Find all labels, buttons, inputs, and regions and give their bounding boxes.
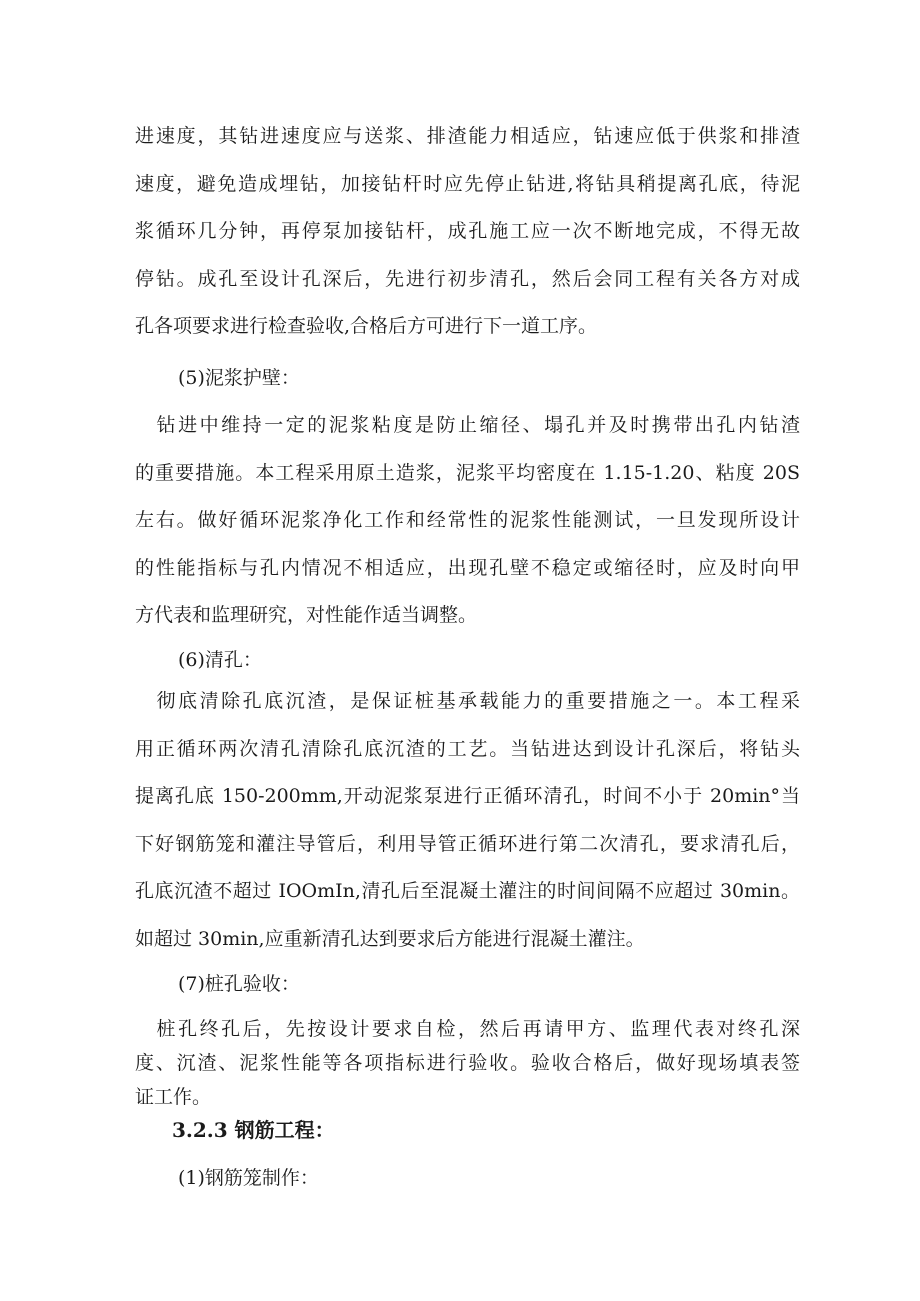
paragraph-hole-cleaning [135,678,800,964]
paragraph-pile-hole-acceptance [135,1012,800,1114]
text-line: 停钻。成孔至设计孔深后，先进行初步清孔，然后会同工程有关各方对成 [135,267,800,290]
text-line: 钻进中维持一定的泥浆粘度是防止缩径、塌孔并及时携带出孔内钻渣 [135,414,800,436]
text-line: 浆循环几分钟，再停泵加接钻杆，成孔施工应一次不断地完成，不得无故 [135,220,800,243]
paragraph-drilling-speed [135,113,800,351]
section-title-rebar: 3.2.3 钢筋工程： [172,1118,335,1142]
heading-pile-hole-acceptance: (7)桩孔验收： [178,973,300,995]
text-line: 的性能指标与孔内情况不相适应，出现孔壁不稳定或缩径时，应及时向甲 [135,556,800,579]
text-line: 进速度，其钻进速度应与送浆、排渣能力相适应，钻速应低于供浆和排渣 [135,125,800,147]
text-line: 方代表和监理研究，对性能作适当调整。 [135,604,478,627]
text-line: 左右。做好循环泥浆净化工作和经常性的泥浆性能测试，一旦发现所设计 [135,509,800,532]
paragraph-mud-wall [135,402,800,640]
text-line: 速度，避免造成埋钻，加接钻杆时应先停止钻进,将钻具稍提离孔底，待泥 [135,172,800,195]
text-line: 彻底清除孔底沉渣，是保证桩基承载能力的重要措施之一。本工程采 [135,690,800,712]
text-line: 提离孔底 150-200mm,开动泥浆泵进行正循环清孔，时间不小于 20min°当 [135,785,800,808]
text-line: 的重要措施。本工程采用原土造浆，泥浆平均密度在 1.15-1.20、粘度 20S [135,461,800,484]
heading-mud-wall: (5)泥浆护壁： [178,367,300,389]
text-line: 孔各项要求进行检查验收,合格后方可进行下一道工序。 [135,315,598,338]
text-line: 度、沉渣、泥浆性能等各项指标进行验收。验收合格后，做好现场填表签 [135,1052,800,1074]
text-line: 下好钢筋笼和灌注导管后，利用导管正循环进行第二次清孔，要求清孔后， [135,832,800,855]
text-line: 用正循环两次清孔清除孔底沉渣的工艺。当钻进达到设计孔深后，将钻头 [135,737,800,760]
text-line: 如超过 30min,应重新清孔达到要求后方能进行混凝土灌注。 [135,927,645,950]
text-line: 孔底沉渣不超过 IOOmIn,清孔后至混凝土灌注的时间间隔不应超过 30min。 [135,880,800,903]
text-line: 桩孔终孔后，先按设计要求自检，然后再请甲方、监理代表对终孔深 [135,1018,800,1040]
heading-rebar-cage: (1)钢筋笼制作： [178,1167,319,1189]
heading-hole-cleaning: (6)清孔： [178,649,262,671]
text-line: 证工作。 [135,1086,212,1108]
